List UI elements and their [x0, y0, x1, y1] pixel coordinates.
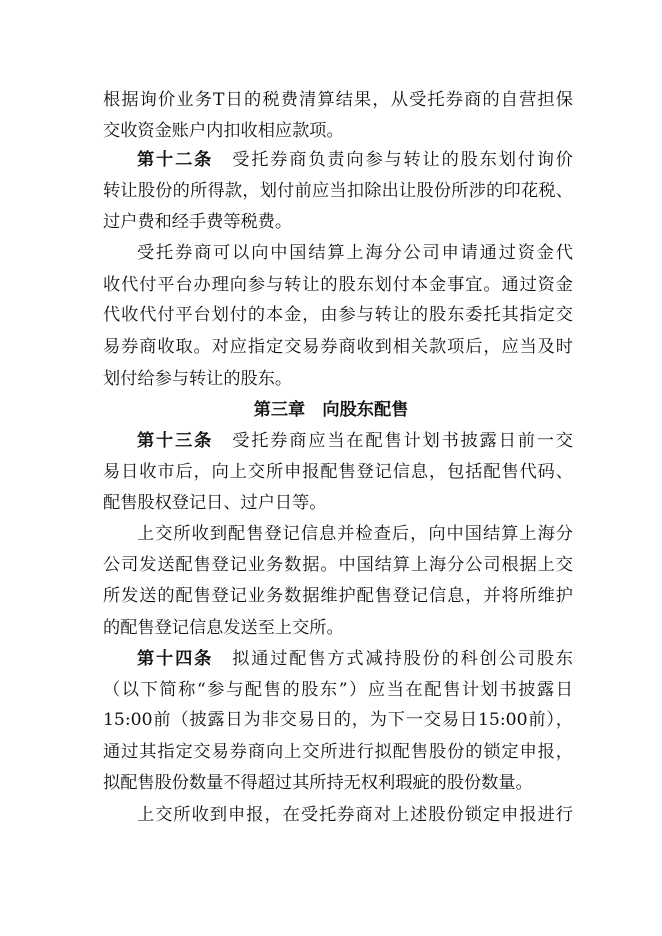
line-text: 收代付平台办理向参与转让的股东划付本金事宜。通过资金 [103, 275, 573, 295]
line-text: 易日收市后，向上交所申报配售登记信息，包括配售代码、 [103, 462, 573, 482]
paragraph-line [137, 647, 573, 671]
line-text: （以下简称“参与配售的股东”）应当在配售计划书披露日 [103, 680, 573, 700]
line-text: 代收代付平台划付的本金，由参与转让的股东委托其指定交 [103, 305, 573, 325]
line-text: 转让股份的所得款，划付前应当扣除出让股份所涉的印花税、 [103, 181, 573, 201]
paragraph-line [103, 179, 573, 203]
paragraph-line [103, 460, 573, 484]
paragraph-line [103, 616, 573, 640]
paragraph-line [137, 241, 573, 265]
line-text: 上交所收到配售登记信息并检查后，向中国结算上海分 [137, 524, 573, 544]
article-number: 第十四条 [137, 649, 214, 669]
chapter-heading [0, 398, 662, 422]
paragraph-line [137, 522, 573, 546]
line-text: 公司发送配售登记业务数据。中国结算上海分公司根据上交 [103, 555, 573, 575]
paragraph-line [103, 708, 573, 732]
paragraph-line [103, 210, 573, 234]
paragraph-line [103, 740, 573, 764]
line-text: 过户费和经手费等税费。 [103, 212, 293, 232]
line-text: 上交所收到申报，在受托券商对上述股份锁定申报进行 [137, 805, 573, 825]
paragraph-line [103, 678, 573, 702]
paragraph-line [103, 584, 573, 608]
paragraph-line [103, 303, 573, 327]
paragraph-line [137, 803, 573, 827]
line-text: 拟配售股份数量不得超过其所持无权利瑕疵的股份数量。 [103, 773, 533, 793]
line-text: 所发送的配售登记业务数据维护配售登记信息，并将所维护 [103, 586, 573, 606]
paragraph-line [137, 148, 573, 172]
paragraph-line [103, 553, 573, 577]
line-text: 受托券商应当在配售计划书披露日前一交 [213, 431, 573, 451]
line-text: 15:00前（披露日为非交易日的，为下一交易日15:00前）， [103, 710, 573, 730]
line-text: 第三章 向股东配售 [253, 400, 409, 420]
line-text: 的配售登记信息发送至上交所。 [103, 618, 344, 638]
line-text: 受托券商可以向中国结算上海分公司申请通过资金代 [137, 243, 573, 263]
paragraph-line [103, 367, 573, 391]
line-text: 根据询价业务T日的税费清算结果，从受托券商的自营担保 [103, 90, 573, 110]
line-text: 交收资金账户内扣收相应款项。 [103, 121, 344, 141]
article-number: 第十三条 [137, 431, 214, 451]
line-text: 配售股权登记日、过户日等。 [103, 493, 327, 513]
line-text: 受托券商负责向参与转让的股东划付询价 [213, 150, 573, 170]
line-text: 划付给参与转让的股东。 [103, 369, 293, 389]
paragraph-line [103, 771, 573, 795]
article-number: 第十二条 [137, 150, 214, 170]
paragraph-line [103, 491, 573, 515]
paragraph-line [103, 88, 573, 112]
paragraph-line [103, 119, 573, 143]
paragraph-line [137, 429, 573, 453]
line-text: 拟通过配售方式减持股份的科创公司股东 [213, 649, 573, 669]
paragraph-line [103, 273, 573, 297]
paragraph-line [103, 335, 573, 359]
line-text: 通过其指定交易券商向上交所进行拟配售股份的锁定申报， [103, 742, 573, 762]
line-text: 易券商收取。对应指定交易券商收到相关款项后，应当及时 [103, 337, 573, 357]
